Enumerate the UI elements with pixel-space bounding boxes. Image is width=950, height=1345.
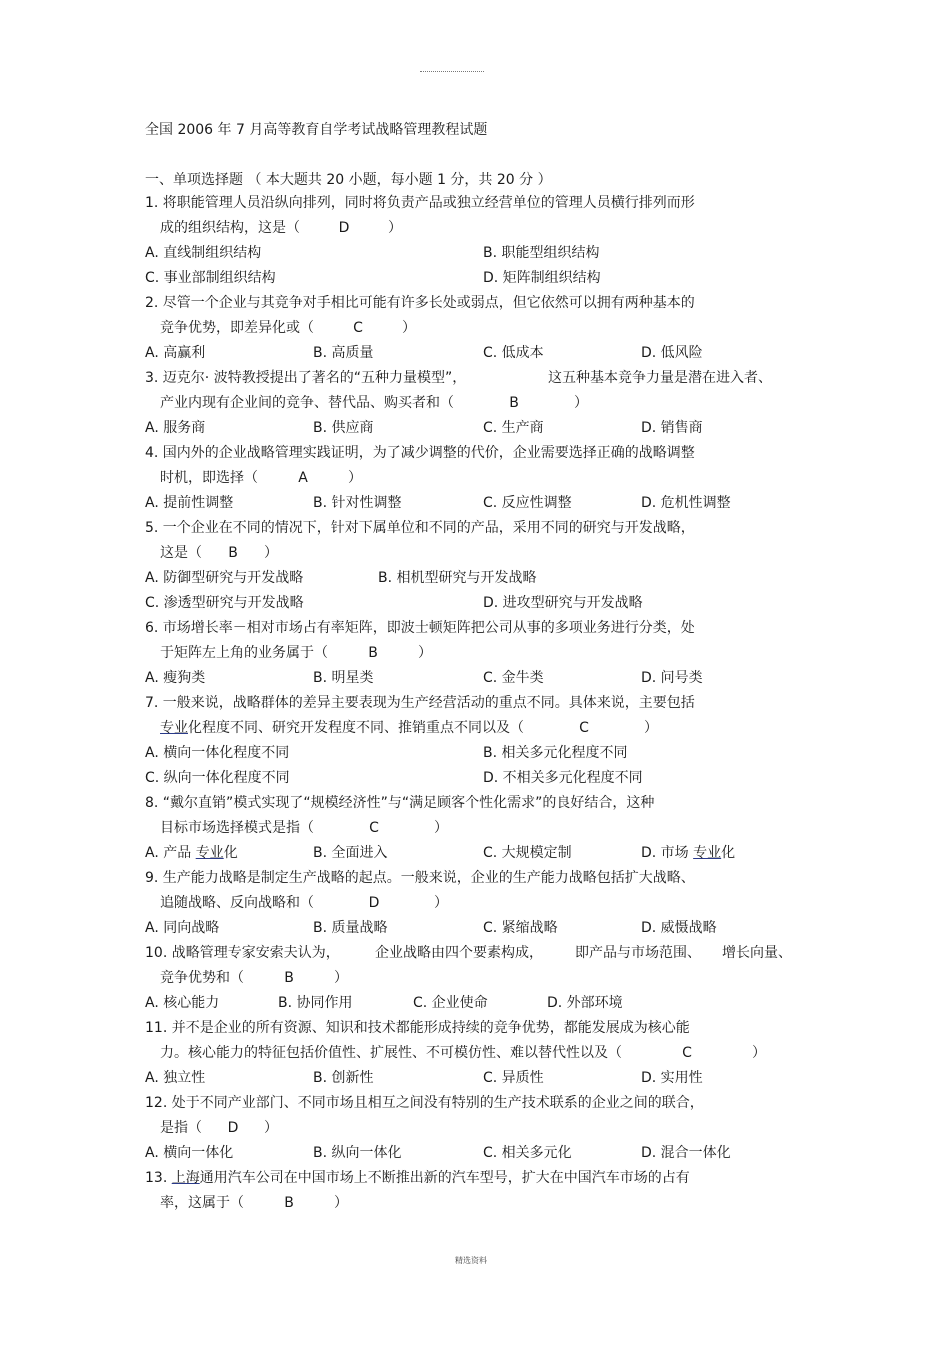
q3-option-d: D. 销售商: [641, 420, 703, 436]
q11-option-c: C. 异质性: [483, 1070, 544, 1086]
q8-option-a: A. 产品 专业化: [145, 845, 238, 861]
q7-answer: C: [579, 720, 589, 736]
q9-answer: D: [368, 895, 380, 911]
q8-option-c: C. 大规模定制: [483, 845, 572, 861]
q3-stem-line2: 产业内现有企业间的竞争、替代品、购买者和（ B ）: [160, 395, 588, 411]
q1-stem-line2: 成的组织结构，这是（ D ）: [160, 220, 402, 236]
q9-option-c: C. 紧缩战略: [483, 920, 558, 936]
page-title: 全国 2006 年 7 月高等教育自学考试战略管理教程试题: [145, 122, 488, 138]
q10-option-d: D. 外部环境: [547, 995, 623, 1011]
q10-option-a: A. 核心能力: [145, 995, 220, 1011]
q3-option-a: A. 服务商: [145, 420, 206, 436]
q10-option-b: B. 协同作用: [278, 995, 353, 1011]
q4-answer: A: [298, 470, 308, 486]
q9-stem-line1: 9. 生产能力战略是制定生产战略的起点。一般来说，企业的生产能力战略包括扩大战略、: [145, 870, 695, 886]
q13-answer: B: [284, 1195, 294, 1211]
section-heading: 一、单项选择题 （ 本大题共 20 小题，每小题 1 分，共 20 分 ）: [145, 172, 552, 188]
q13-underlined-term: 上海: [171, 1170, 200, 1186]
q1-option-b: B. 职能型组织结构: [483, 245, 600, 261]
q9-option-d: D. 威慑战略: [641, 920, 717, 936]
q8-option-b: B. 全面进入: [313, 845, 388, 861]
header-rule: [420, 71, 484, 72]
q2-option-d: D. 低风险: [641, 345, 703, 361]
q8-stem-line1: 8. “戴尔直销”模式实现了“规模经济性”与“满足顾客个性化需求”的良好结合，这种: [145, 795, 655, 811]
q4-option-b: B. 针对性调整: [313, 495, 402, 511]
q5-answer: B: [228, 545, 238, 561]
q2-stem-line2: 竞争优势，即差异化或（ C ）: [160, 320, 416, 336]
q1-option-a: A. 直线制组织结构: [145, 245, 262, 261]
q3-stem-line1-cont: 这五种基本竞争力量是潜在进入者、: [548, 370, 772, 386]
q4-stem-line2: 时机，即选择（ A ）: [160, 470, 362, 486]
q13-stem-line1: 13. 上海通用汽车公司在中国市场上不断推出新的汽车型号，扩大在中国汽车市场的占有: [145, 1170, 690, 1186]
q4-option-d: D. 危机性调整: [641, 495, 731, 511]
q7-stem-line2: 专业化程度不同、研究开发程度不同、推销重点不同以及（ C ）: [160, 720, 658, 736]
q3-answer: B: [509, 395, 519, 411]
q7-option-b: B. 相关多元化程度不同: [483, 745, 628, 761]
q11-stem-line1: 11. 并不是企业的所有资源、知识和技术都能形成持续的竞争优势，都能发展成为核心能: [145, 1020, 690, 1036]
q10-stem-line1-c: 即产品与市场范围、: [575, 945, 701, 961]
q10-answer: B: [284, 970, 294, 986]
q8-stem-line2: 目标市场选择模式是指（ C ）: [160, 820, 448, 836]
q10-stem-line1: 10. 战略管理专家安索夫认为，: [145, 945, 340, 961]
q6-option-b: B. 明星类: [313, 670, 374, 686]
q7-option-c: C. 纵向一体化程度不同: [145, 770, 290, 786]
q2-stem-line1: 2. 尽管一个企业与其竞争对手相比可能有许多长处或弱点，但它依然可以拥有两种基本的: [145, 295, 695, 311]
q5-stem-line2: 这是（ B ）: [160, 545, 278, 561]
q1-option-d: D. 矩阵制组织结构: [483, 270, 601, 286]
q12-stem-line1: 12. 处于不同产业部门、不同市场且相互之间没有特别的生产技术联系的企业之间的联合，: [145, 1095, 704, 1111]
q9-option-a: A. 同向战略: [145, 920, 220, 936]
q6-stem-line2: 于矩阵左上角的业务属于（ B ）: [160, 645, 432, 661]
q1-stem-line1: 1. 将职能管理人员沿纵向排列，同时将负责产品或独立经营单位的管理人员横行排列而形: [145, 195, 695, 211]
q5-option-c: C. 渗透型研究与开发战略: [145, 595, 304, 611]
q6-answer: B: [368, 645, 378, 661]
q11-answer: C: [682, 1045, 692, 1061]
q9-option-b: B. 质量战略: [313, 920, 388, 936]
q4-stem-line1: 4. 国内外的企业战略管理实践证明，为了减少调整的代价，企业需要选择正确的战略调整: [145, 445, 695, 461]
q11-option-d: D. 实用性: [641, 1070, 703, 1086]
q12-stem-line2: 是指（ D ）: [160, 1120, 278, 1136]
q8-option-d: D. 市场 专业化: [641, 845, 736, 861]
q11-option-b: B. 创新性: [313, 1070, 374, 1086]
footer-note: 精选资料: [455, 1256, 487, 1265]
q5-option-d: D. 进攻型研究与开发战略: [483, 595, 643, 611]
q5-option-b: B. 相机型研究与开发战略: [378, 570, 537, 586]
q6-option-d: D. 问号类: [641, 670, 703, 686]
q3-option-c: C. 生产商: [483, 420, 544, 436]
q11-option-a: A. 独立性: [145, 1070, 206, 1086]
q3-stem-line1: 3. 迈克尔· 波特教授提出了著名的“五种力量模型”，: [145, 370, 467, 386]
q5-stem-line1: 5. 一个企业在不同的情况下，针对下属单位和不同的产品，采用不同的研究与开发战略，: [145, 520, 695, 536]
q6-stem-line1: 6. 市场增长率－相对市场占有率矩阵，即波士顿矩阵把公司从事的多项业务进行分类，处: [145, 620, 695, 636]
q10-stem-line1-d: 增长向量、: [722, 945, 792, 961]
q10-stem-line1-b: 企业战略由四个要素构成，: [375, 945, 543, 961]
q10-stem-line2: 竞争优势和（ B ）: [160, 970, 348, 986]
q1-option-c: C. 事业部制组织结构: [145, 270, 276, 286]
q13-stem-line2: 率，这属于（ B ）: [160, 1195, 348, 1211]
q12-option-c: C. 相关多元化: [483, 1145, 572, 1161]
q1-answer: D: [338, 220, 350, 236]
q12-option-a: A. 横向一体化: [145, 1145, 234, 1161]
q10-option-c: C. 企业使命: [413, 995, 488, 1011]
q3-option-b: B. 供应商: [313, 420, 374, 436]
q8-answer: C: [369, 820, 379, 836]
q4-option-c: C. 反应性调整: [483, 495, 572, 511]
q11-stem-line2: 力。核心能力的特征包括价值性、扩展性、不可模仿性、难以替代性以及（ C ）: [160, 1045, 766, 1061]
q6-option-c: C. 金牛类: [483, 670, 544, 686]
q2-option-a: A. 高赢利: [145, 345, 206, 361]
q2-answer: C: [353, 320, 363, 336]
q7-stem-line1: 7. 一般来说，战略群体的差异主要表现为生产经营活动的重点不同。具体来说，主要包括: [145, 695, 695, 711]
q7-option-a: A. 横向一体化程度不同: [145, 745, 290, 761]
q12-option-b: B. 纵向一体化: [313, 1145, 402, 1161]
q9-stem-line2: 追随战略、反向战略和（ D ）: [160, 895, 448, 911]
q2-option-b: B. 高质量: [313, 345, 374, 361]
q2-option-c: C. 低成本: [483, 345, 544, 361]
q12-option-d: D. 混合一体化: [641, 1145, 731, 1161]
q7-underlined-term: 专业: [160, 720, 188, 736]
q6-option-a: A. 瘦狗类: [145, 670, 206, 686]
q5-option-a: A. 防御型研究与开发战略: [145, 570, 304, 586]
q7-option-d: D. 不相关多元化程度不同: [483, 770, 643, 786]
q12-answer: D: [227, 1120, 239, 1136]
q4-option-a: A. 提前性调整: [145, 495, 234, 511]
